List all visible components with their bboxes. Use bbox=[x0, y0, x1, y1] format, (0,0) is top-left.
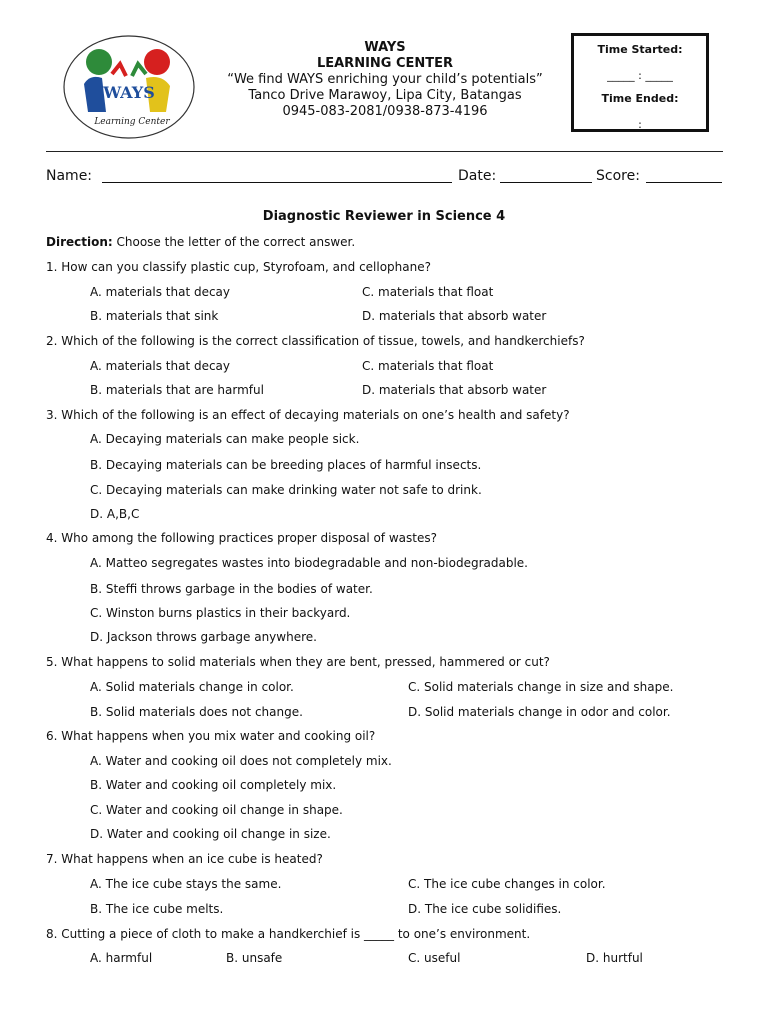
time-ended-label: Time Ended: bbox=[601, 92, 679, 105]
question-1: 1. How can you classify plastic cup, Styrofoam, and cellophane? bbox=[46, 260, 431, 274]
option: D. Water and cooking oil change in size. bbox=[90, 827, 331, 841]
option: B. Decaying materials can be breeding places of harmful insects. bbox=[90, 458, 482, 472]
header-address: Tanco Drive Marawoy, Lipa City, Batangas bbox=[248, 88, 522, 103]
question-4: 4. Who among the following practices proper disposal of wastes? bbox=[46, 531, 437, 545]
question-6: 6. What happens when you mix water and cooking oil? bbox=[46, 729, 376, 743]
option: B. unsafe bbox=[226, 951, 283, 965]
option: B. Solid materials does not change. bbox=[90, 705, 303, 719]
option: C. useful bbox=[408, 951, 461, 965]
option: C. materials that float bbox=[362, 359, 494, 373]
option: A. materials that decay bbox=[90, 359, 231, 373]
header-phones: 0945-083-2081/0938-873-4196 bbox=[282, 104, 488, 119]
option: C. Winston burns plastics in their backyard. bbox=[90, 606, 351, 620]
direction-text: Choose the letter of the correct answer. bbox=[112, 235, 356, 249]
question-7: 7. What happens when an ice cube is heated? bbox=[46, 852, 323, 866]
option: C. materials that float bbox=[362, 285, 494, 299]
time-ended-value[interactable]: _____ : _____ bbox=[607, 118, 673, 131]
option: D. The ice cube solidifies. bbox=[408, 902, 562, 916]
option: D. hurtful bbox=[586, 951, 643, 965]
option: D. materials that absorb water bbox=[362, 383, 547, 397]
logo-text: WAYS bbox=[103, 83, 155, 102]
option: D. Solid materials change in odor and color. bbox=[408, 705, 671, 719]
question-8: 8. Cutting a piece of cloth to make a handkerchief is _____ to one’s environment. bbox=[46, 927, 531, 941]
option: B. materials that sink bbox=[90, 309, 219, 323]
time-box bbox=[571, 33, 709, 132]
header-tagline: “We find WAYS enriching your child’s potentials” bbox=[227, 72, 543, 87]
option: A. Matteo segregates wastes into biodegradable and non-biodegradable. bbox=[90, 556, 528, 570]
option: A. The ice cube stays the same. bbox=[90, 877, 282, 891]
option: C. Solid materials change in size and shape. bbox=[408, 680, 674, 694]
name-field[interactable] bbox=[102, 168, 452, 183]
option: A. Water and cooking oil does not completely mix. bbox=[90, 754, 392, 768]
question-2: 2. Which of the following is the correct classification of tissue, towels, and handkerchiefs? bbox=[46, 334, 585, 348]
time-started-value[interactable]: _____ : _____ bbox=[607, 69, 673, 82]
date-label: Date: bbox=[458, 168, 497, 184]
option: A. materials that decay bbox=[90, 285, 231, 299]
direction bbox=[46, 235, 355, 249]
option: B. The ice cube melts. bbox=[90, 902, 224, 916]
option: B. materials that are harmful bbox=[90, 383, 264, 397]
header-divider bbox=[46, 151, 723, 152]
header-center: LEARNING CENTER bbox=[316, 56, 454, 71]
option: C. Water and cooking oil change in shape. bbox=[90, 803, 343, 817]
logo-subtext: Learning Center bbox=[94, 117, 170, 127]
option: C. The ice cube changes in color. bbox=[408, 877, 606, 891]
option: B. Water and cooking oil completely mix. bbox=[90, 778, 337, 792]
header-name: WAYS bbox=[364, 40, 406, 55]
option: D. A,B,C bbox=[90, 507, 140, 521]
score-field[interactable] bbox=[646, 168, 722, 183]
ways-logo bbox=[62, 34, 196, 140]
score-label: Score: bbox=[596, 168, 640, 184]
option: A. harmful bbox=[90, 951, 153, 965]
option: B. Steffi throws garbage in the bodies of water. bbox=[90, 582, 373, 596]
option: D. materials that absorb water bbox=[362, 309, 547, 323]
time-started-label: Time Started: bbox=[597, 43, 683, 56]
page-title: Diagnostic Reviewer in Science 4 bbox=[262, 209, 506, 224]
option: D. Jackson throws garbage anywhere. bbox=[90, 630, 317, 644]
question-3: 3. Which of the following is an effect of decaying materials on one’s health and safety? bbox=[46, 408, 570, 422]
name-label: Name: bbox=[46, 168, 93, 184]
option: C. Decaying materials can make drinking water not safe to drink. bbox=[90, 483, 482, 497]
date-field[interactable] bbox=[500, 168, 592, 183]
option: A. Solid materials change in color. bbox=[90, 680, 294, 694]
question-5: 5. What happens to solid materials when they are bent, pressed, hammered or cut? bbox=[46, 655, 550, 669]
option: A. Decaying materials can make people sick. bbox=[90, 432, 360, 446]
direction-label: Direction: bbox=[46, 235, 113, 249]
